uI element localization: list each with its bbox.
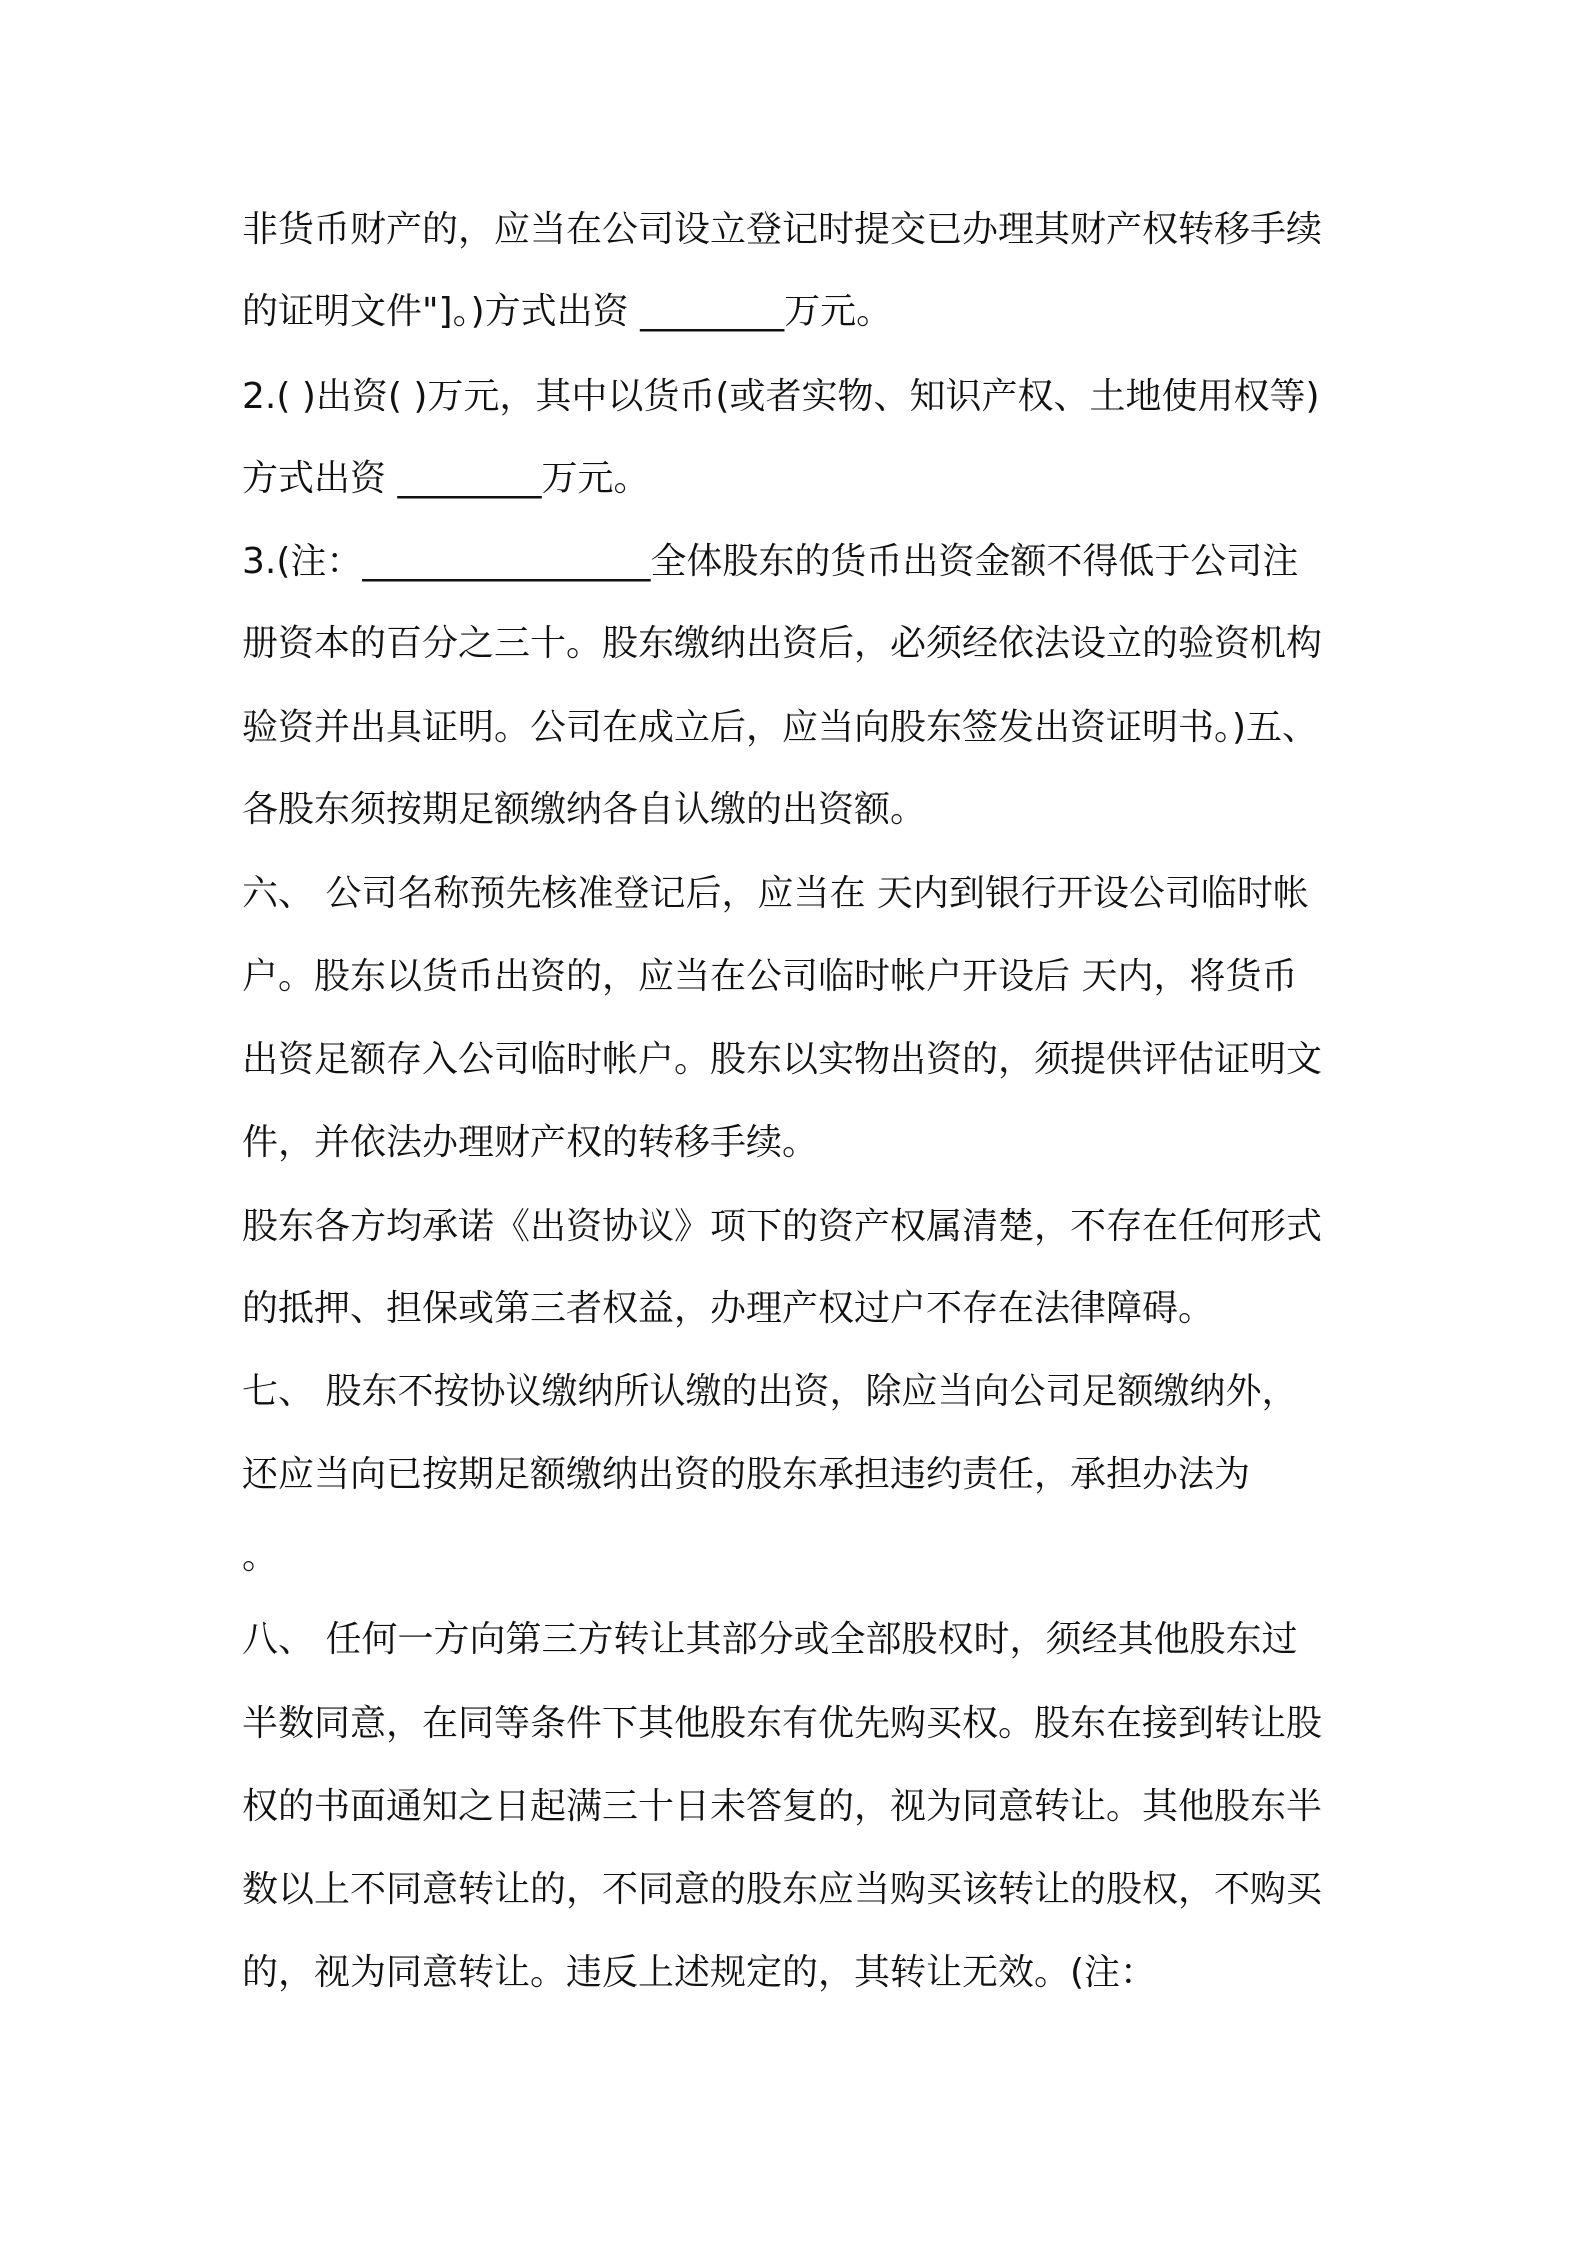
text-line: 户。股东以货币出资的，应当在公司临时帐户开设后 天内，将货币 — [242, 956, 1298, 997]
text-line: 册资本的百分之三十。股东缴纳出资后，必须经依法设立的验资机构 — [242, 623, 1323, 664]
text-line: 的，视为同意转让。违反上述规定的，其转让无效。(注： — [242, 1952, 1157, 1993]
text-line: 各股东须按期足额缴纳各自认缴的出资额。 — [242, 789, 927, 830]
text-line: 的证明文件"]。)方式出资 ________万元。 — [242, 291, 893, 332]
text-line: 股东各方均承诺《出资协议》项下的资产权属清楚，不存在任何形式 — [242, 1206, 1323, 1247]
text-line: 。 — [242, 1536, 279, 1577]
text-line: 权的书面通知之日起满三十日未答复的，视为同意转让。其他股东半 — [242, 1786, 1323, 1827]
text-line: 的抵押、担保或第三者权益，办理产权过户不存在法律障碍。 — [242, 1288, 1215, 1329]
text-line: 数以上不同意转让的，不同意的股东应当购买该转让的股权，不购买 — [242, 1869, 1323, 1910]
text-line: 件，并依法办理财产权的转移手续。 — [242, 1122, 819, 1163]
text-line: 非货币财产的，应当在公司设立登记时提交已办理其财产权转移手续 — [242, 209, 1323, 250]
text-line: 七、 股东不按协议缴纳所认缴的出资，除应当向公司足额缴纳外， — [242, 1371, 1298, 1412]
text-line: 还应当向已按期足额缴纳出资的股东承担违约责任，承担办法为 — [242, 1454, 1251, 1495]
text-line: 2.( )出资( )万元，其中以货币(或者实物、知识产权、土地使用权等) — [242, 376, 1320, 417]
text-line: 3.(注：________________全体股东的货币出资金额不得低于公司注 — [242, 541, 1299, 582]
text-line: 方式出资 ________万元。 — [242, 458, 650, 499]
text-line: 验资并出具证明。公司在成立后，应当向股东签发出资证明书。)五、 — [242, 707, 1319, 748]
text-line: 半数同意，在同等条件下其他股东有优先购买权。股东在接到转让股 — [242, 1703, 1323, 1744]
text-line: 八、 任何一方向第三方转让其部分或全部股权时，须经其他股东过 — [242, 1619, 1298, 1660]
text-line: 六、 公司名称预先核准登记后，应当在 天内到银行开设公司临时帐 — [242, 873, 1309, 914]
text-line: 出资足额存入公司临时帐户。股东以实物出资的，须提供评估证明文 — [242, 1039, 1323, 1080]
